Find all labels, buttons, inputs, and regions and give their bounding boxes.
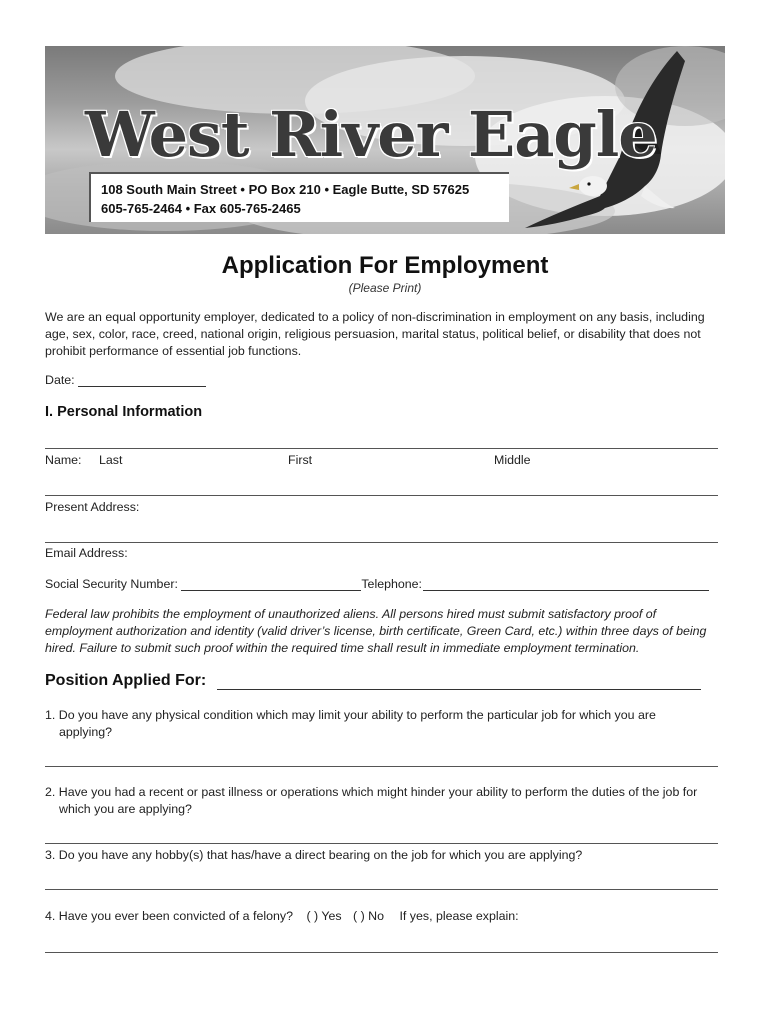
question-1 xyxy=(45,707,725,741)
date-line[interactable] xyxy=(78,372,206,387)
email-input-line[interactable] xyxy=(45,542,718,543)
page-title: Application For Employment xyxy=(221,252,549,279)
telephone-label: Telephone: xyxy=(361,577,422,591)
masthead-banner xyxy=(45,46,725,234)
position-field[interactable] xyxy=(45,672,701,690)
section-heading-personal: I. Personal Information xyxy=(45,404,203,420)
masthead-logo: West River Eagle xyxy=(85,98,657,171)
felony-explain-label: If yes, please explain: xyxy=(399,909,519,923)
email-address-label: Email Address: xyxy=(45,546,128,560)
address-input-line[interactable] xyxy=(45,495,718,496)
question-3-text: 3. Do you have any hobby(s) that has/have a direct bearing on the job for which you are applying? xyxy=(45,848,583,862)
ssn-input-line[interactable] xyxy=(181,576,361,591)
first-name-label: First xyxy=(288,453,313,467)
equal-opportunity-statement: We are an equal opportunity employer, dedicated to a policy of non-discrimination in employment on any basis, including age, sex, color, race, creed, national origin, religious persuasion, marital status, political belief, or disability that does not prohibit performance of essential job functions. xyxy=(45,310,705,358)
question-2 xyxy=(45,784,725,818)
felony-no-option[interactable]: ( ) No xyxy=(353,909,385,923)
date-field[interactable] xyxy=(45,372,206,387)
answer-2-line[interactable] xyxy=(45,843,718,844)
federal-law-notice: Federal law prohibits the employment of unauthorized aliens. All persons hired must submit satisfactory proof of employment authorization and identity (valid driver’s license, birth certificate, Green Card, etc.) within three days of being hired. Failure to submit such proof within the required time shall result in immediate employment termination. xyxy=(45,607,707,655)
page-subtitle: (Please Print) xyxy=(348,281,422,295)
position-input-line[interactable] xyxy=(217,673,701,690)
position-label: Position Applied For: xyxy=(45,672,207,689)
present-address-label: Present Address: xyxy=(45,500,140,514)
date-label: Date: xyxy=(45,373,75,387)
ssn-label: Social Security Number: xyxy=(45,577,178,591)
question-3 xyxy=(45,847,725,864)
felony-yes-option[interactable]: ( ) Yes xyxy=(306,909,342,923)
answer-4-line[interactable] xyxy=(45,952,718,953)
question-1-text: 1. Do you have any physical condition which may limit your ability to perform the particular job for which you are xyxy=(45,708,656,722)
address-line: 108 South Main Street • PO Box 210 • Eagle Butte, SD 57625 xyxy=(101,182,470,197)
question-4 xyxy=(45,908,725,925)
last-name-label: Last xyxy=(99,453,123,467)
phone-fax-line: 605-765-2464 • Fax 605-765-2465 xyxy=(101,201,301,216)
question-4-text: 4. Have you ever been convicted of a felony? xyxy=(45,909,293,923)
ssn-phone-row xyxy=(45,576,709,591)
address-box xyxy=(89,172,509,222)
answer-1-line[interactable] xyxy=(45,766,718,767)
question-2-text: 2. Have you had a recent or past illness or operations which might hinder your ability to perform the duties of the job for xyxy=(45,785,698,799)
question-1-text-cont: applying? xyxy=(59,725,113,739)
question-2-text-cont: which you are applying? xyxy=(59,802,192,816)
name-label: Name: xyxy=(45,453,82,467)
name-input-line[interactable] xyxy=(45,448,718,449)
telephone-input-line[interactable] xyxy=(423,576,709,591)
answer-3-line[interactable] xyxy=(45,889,718,890)
middle-name-label: Middle xyxy=(494,453,531,467)
